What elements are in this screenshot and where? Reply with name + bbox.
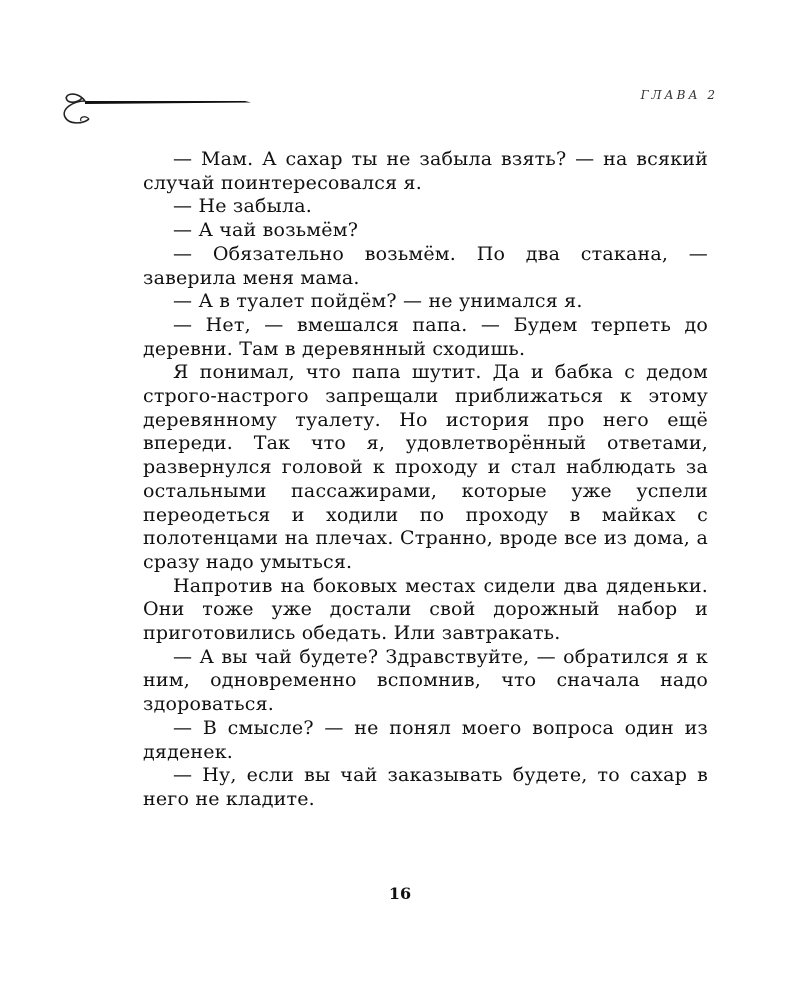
paragraph-9: — А вы чай будете? Здравствуйте, — обратился я к ним, одновременно вспомнив, что сначала надо здороваться.: [143, 645, 708, 716]
chapter-ornament-icon: [55, 84, 255, 134]
body-text: [143, 148, 708, 812]
paragraph-3: — А чай возьмём?: [173, 219, 359, 242]
paragraph-1: — Мам. А сахар ты не забыла взять? — на всякий случай поинтересовался я.: [143, 148, 708, 194]
paragraph-4: — Обязательно возьмём. По два стакана, — заверила меня мама.: [143, 242, 708, 289]
paragraph-7: Я понимал, что папа шутит. Да и бабка с дедом строго-настрого запрещали приближаться к этому деревянному туалету. Но история про него ещё впереди. Так что я, удовлетворённый ответами, развернулся головой к проходу и стал наблюдать за остальными пассажирами, которые уже успели переодеться и ходили по проходу в майках с полотенцами на плечах. Странно, вроде все из дома, а сразу надо умыться.: [143, 361, 708, 573]
paragraph-11: — Ну, если вы чай заказывать будете, то сахар в него не кладите.: [143, 764, 708, 810]
chapter-label: ГЛАВА 2: [640, 88, 718, 102]
paragraph-2: — Не забыла.: [173, 195, 312, 218]
paragraph-10: — В смысле? — не понял моего вопроса один из дяденек.: [143, 716, 708, 763]
paragraph-6: — Нет, — вмешался папа. — Будем терпеть до деревни. Там в деревянный сходишь.: [143, 313, 708, 360]
paragraph-5: — А в туалет пойдём? — не унимался я.: [173, 290, 583, 313]
page-header: [0, 0, 800, 140]
paragraph-8: Напротив на боковых местах сидели два дяденьки. Они тоже уже достали свой дорожный набор и приготовились обедать. Или завтракать.: [143, 574, 708, 645]
page-number: 16: [388, 884, 412, 903]
